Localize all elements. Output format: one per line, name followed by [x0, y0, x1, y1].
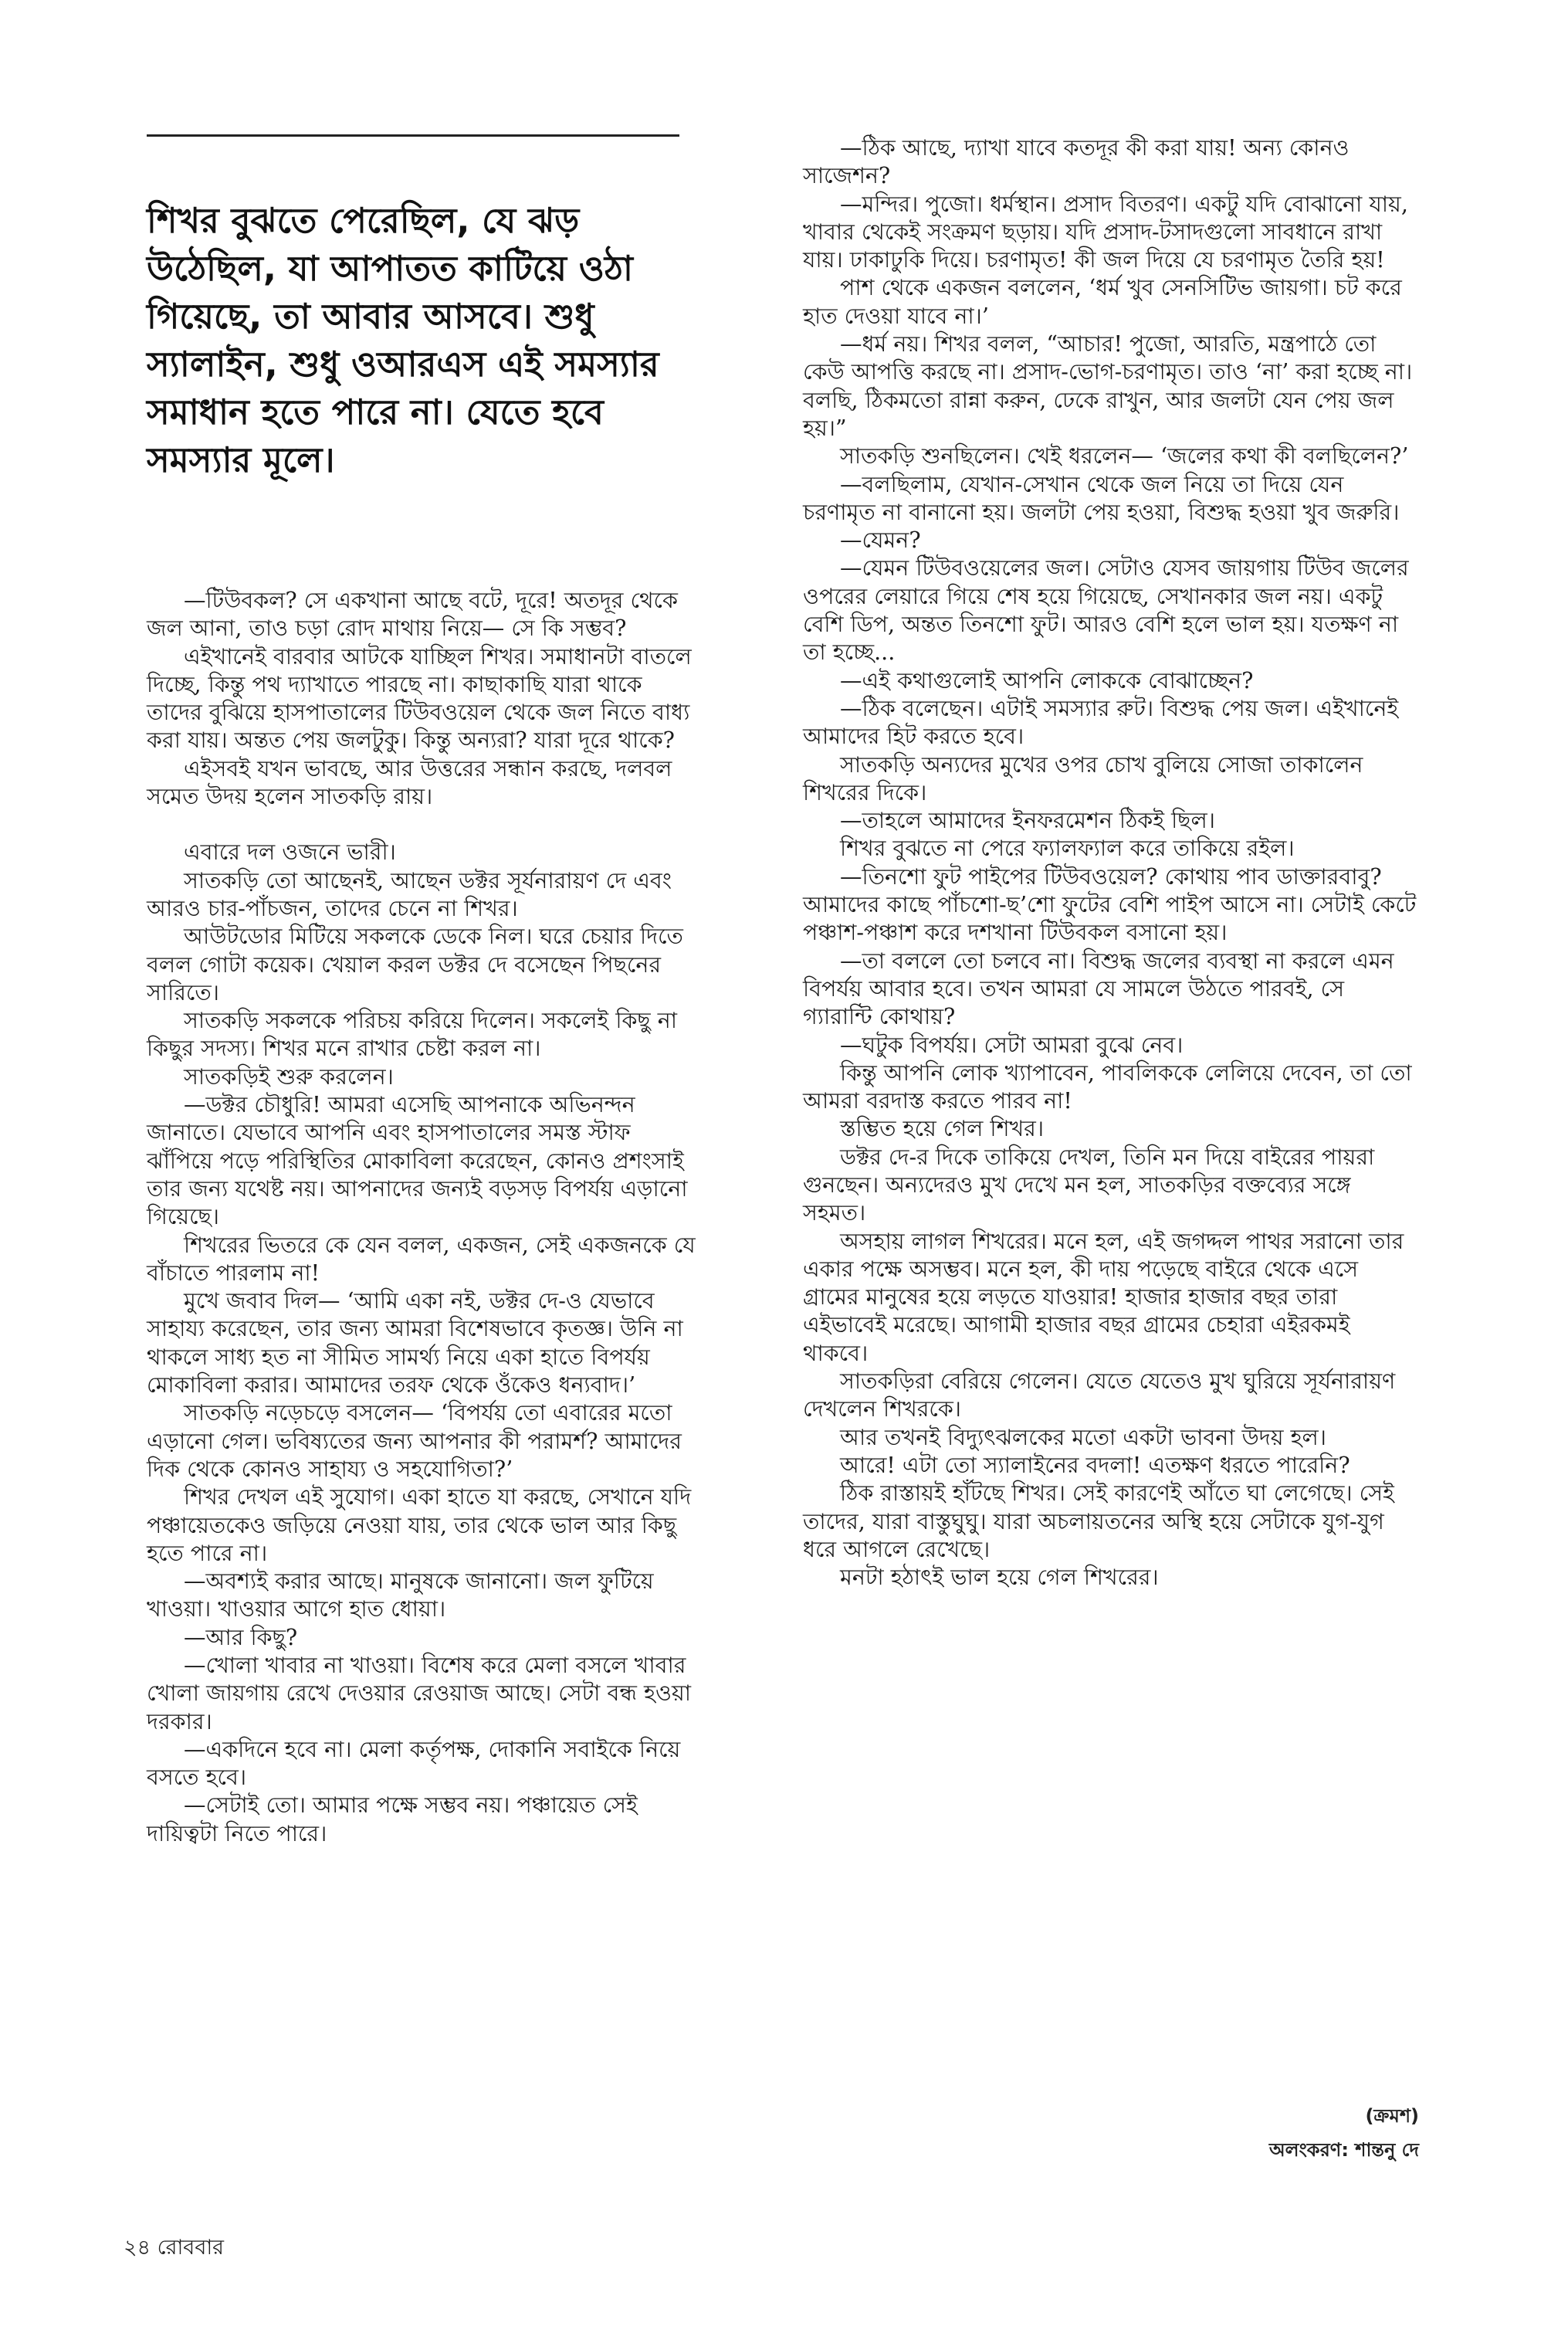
paragraph: এবারে দল ওজনে ভারী। [184, 839, 396, 866]
paragraph: —তাহলে আমাদের ইনফরমেশন ঠিকই ছিল। [840, 808, 1215, 834]
paragraph: ঠিক রাস্তায়ই হাঁটছে শিখর। সেই কারণেই আঁতে ঘা লেগেছে। সেই তাদের, যারা বাস্তুঘুঘু। যারা অচলায়তনের অস্থি হয়ে সেটাকে যুগ-যুগ ধরে আগলে রেখেছে। [803, 1480, 1394, 1562]
paragraph: সাতকড়িই শুরু করলেন। [184, 1063, 394, 1090]
paragraph: —একদিনে হবে না। মেলা কর্তৃপক্ষ, দোকানি সবাইকে নিয়ে বসতে হবে। [147, 1736, 681, 1791]
paragraph: —যেমন? [840, 527, 921, 554]
paragraph: সাতকড়ি তো আছেনই, আছেন ডক্টর সূর্যনারায়ণ দে এবং আরও চার-পাঁচজন, তাদের চেনে না শিখর। [147, 867, 672, 921]
paragraph: কিন্তু আপনি লোক খ্যাপাবেন, পাবলিককে লেলিয়ে দেবেন, তা তো আমরা বরদাস্ত করতে পারব না! [803, 1060, 1412, 1114]
paragraph: মুখে জবাব দিল— ‘আমি একা নই, ডক্টর দে-ও যেভাবে সাহায্য করেছেন, তার জন্য আমরা বিশেষভাবে কৃতজ্ঞ। উনি না থাকলে সাধ্য হত না সীমিত সামর্থ্য নিয়ে একা হাতে বিপর্যয় মোকাবিলা করার। আমাদের তরফ থেকে ওঁকেও ধন্যবাদ।’ [147, 1288, 683, 1399]
paragraph: —অবশ্যই করার আছে। মানুষকে জানানো। জল ফুটিয়ে খাওয়া। খাওয়ার আগে হাত ধোয়া। [147, 1568, 654, 1622]
paragraph: ডক্টর দে-র দিকে তাকিয়ে দেখল, তিনি মন দিয়ে বাইরের পায়রা গুনছেন। অন্যদেরও মুখ দেখে মন হল, সাতকড়ির বক্তব্যের সঙ্গে সহমত। [803, 1144, 1375, 1226]
paragraph: শিখর বুঝতে না পেরে ফ্যালফ্যাল করে তাকিয়ে রইল। [840, 836, 1295, 862]
paragraph: —আর কিছু? [184, 1624, 298, 1650]
right-column [803, 134, 1419, 1592]
byline [1269, 2099, 1419, 2167]
paragraph: সাতকড়ি অন্যদের মুখের ওপর চোখ বুলিয়ে সোজা তাকালেন শিখরের দিকে। [803, 751, 1363, 805]
paragraph: আরে! এটা তো স্যালাইনের বদলা! এতক্ষণ ধরতে পারেনি? [840, 1452, 1350, 1478]
paragraph: —সেটাই তো। আমার পক্ষে সম্ভব নয়। পঞ্চায়েত সেই দায়িত্বটা নিতে পারে। [147, 1792, 638, 1846]
paragraph: শিখরের ভিতরে কে যেন বলল, একজন, সেই একজনকে যে বাঁচাতে পারলাম না! [147, 1232, 696, 1286]
paragraph: স্তম্ভিত হয়ে গেল শিখর। [840, 1116, 1045, 1142]
paragraph: —এই কথাগুলোই আপনি লোককে বোঝাচ্ছেন? [840, 667, 1254, 693]
paragraph: পাশ থেকে একজন বললেন, ‘ধর্ম খুব সেনসিটিভ জায়গা। চট করে হাত দেওয়া যাবে না।’ [803, 275, 1402, 329]
paragraph: এইখানেই বারবার আটকে যাচ্ছিল শিখর। সমাধানটা বাতলে দিচ্ছে, কিন্তু পথ দ্যাখাতে পারছে না। কাছাকাছি যারা থাকে তাদের বুঝিয়ে হাসপাতালের টিউবওয়েল থেকে জল নিতে বাধ্য করা যায়। অন্তত পেয় জলটুকু। কিন্তু অন্যরা? যারা দূরে থাকে? [147, 643, 692, 754]
paragraph: সাতকড়ি সকলকে পরিচয় করিয়ে দিলেন। সকলেই কিছু না কিছুর সদস্য। শিখর মনে রাখার চেষ্টা করল না। [147, 1008, 678, 1062]
paragraph: এইসবই যখন ভাবছে, আর উত্তরের সন্ধান করছে, দলবল সমেত উদয় হলেন সাতকড়ি রায়। [147, 755, 672, 810]
continued-label: (ক্রমশ) [1365, 2105, 1419, 2127]
paragraph: —তিনশো ফুট পাইপের টিউবওয়েল? কোথায় পাব ডাক্তারবাবু? আমাদের কাছে পাঁচশো-ছ’শো ফুটের বেশি পাইপ আসে না। সেটাই কেটে পঞ্চাশ-পঞ্চাশ করে দশখানা টিউবকল বসানো হয়। [803, 863, 1417, 946]
paragraph: অসহায় লাগল শিখরের। মনে হল, এই জগদ্দল পাথর সরানো তার একার পক্ষে অসম্ভব। মনে হল, কী দায় পড়েছে বাইরে থেকে এসে গ্রামের মানুষের হয়ে লড়তে যাওয়ার! হাজার হাজার বছর তারা এইভাবেই মরেছে। আগামী হাজার বছর গ্রামের চেহারা এইরকমই থাকবে। [803, 1228, 1404, 1366]
top-rule [147, 134, 679, 137]
paragraph: আউটডোর মিটিয়ে সকলকে ডেকে নিল। ঘরে চেয়ার দিতে বলল গোটা কয়েক। খেয়াল করল ডক্টর দে বসেছেন পিছনের সারিতে। [147, 924, 683, 1005]
paragraph: —যেমন টিউবওয়েলের জল। সেটাও যেসব জায়গায় টিউব জলের ওপরের লেয়ারে গিয়ে শেষ হয়ে গিয়েছে, সেখানকার জল নয়। একটু বেশি ডিপ, অন্তত তিনশো ফুট। আরও বেশি হলে ভাল হয়। যতক্ষণ না তা হচ্ছে... [803, 555, 1409, 666]
paragraph: —ঠিক বলেছেন। এটাই সমস্যার রুট। বিশুদ্ধ পেয় জল। এইখানেই আমাদের হিট করতে হবে। [803, 695, 1399, 750]
paragraph: —টিউবকল? সে একখানা আছে বটে, দূরে! অতদূর থেকে জল আনা, তাও চড়া রোদ মাথায় নিয়ে— সে কি সম্ভব? [147, 588, 678, 642]
paragraph: —তা বললে তো চলবে না। বিশুদ্ধ জলের ব্যবস্থা না করলে এমন বিপর্যয় আবার হবে। তখন আমরা যে সামলে উঠতে পারবই, সে গ্যারান্টি কোথায়? [803, 948, 1394, 1030]
paragraph: সাতকড়ি শুনছিলেন। খেই ধরলেন— ‘জলের কথা কী বলছিলেন?’ [840, 443, 1409, 470]
paragraph: মনটা হঠাৎই ভাল হয়ে গেল শিখরের। [840, 1565, 1159, 1591]
paragraph: —ঠিক আছে, দ্যাখা যাবে কতদূর কী করা যায়! অন্য কোনও সাজেশন? [803, 135, 1350, 189]
paragraph: —খোলা খাবার না খাওয়া। বিশেষ করে মেলা বসলে খাবার খোলা জায়গায় রেখে দেওয়ার রেওয়াজ আছে। সেটা বন্ধ হওয়া দরকার। [147, 1652, 691, 1734]
paragraph: —মন্দির। পুজো। ধর্মস্থান। প্রসাদ বিতরণ। একটু যদি বোঝানো যায়, খাবার থেকেই সংক্রমণ ছড়ায়। যদি প্রসাদ-টসাদগুলো সাবধানে রাখা যায়। ঢাকাঢুকি দিয়ে। চরণামৃত! কী জল দিয়ে যে চরণামৃত তৈরি হয়! [803, 191, 1408, 273]
paragraph: —ঘটুক বিপর্যয়। সেটা আমরা বুঝে নেব। [840, 1032, 1184, 1058]
pull-quote: শিখর বুঝতে পেরেছিল, যে ঝড় উঠেছিল, যা আপাতত কাটিয়ে ওঠা গিয়েছে, তা আবার আসবে। শুধু স্যালাইন, শুধু ওআরএস এই সমস্যার সমাধান হতে পারে না। যেতে হবে সমস্যার মূলে। [147, 200, 659, 480]
page-folio: ২৪ রোববার [124, 2236, 225, 2260]
illustration-credit: অলংকরণ: শান্তনু দে [1268, 2139, 1419, 2161]
paragraph: সাতকড়িরা বেরিয়ে গেলেন। যেতে যেতেও মুখ ঘুরিয়ে সূর্যনারায়ণ দেখলেন শিখরকে। [803, 1368, 1396, 1422]
paragraph: সাতকড়ি নড়েচড়ে বসলেন— ‘বিপর্যয় তো এবারের মতো এড়ানো গেল। ভবিষ্যতের জন্য আপনার কী পরামর্শ? আমাদের দিক থেকে কোনও সাহায্য ও সহযোগিতা?’ [147, 1400, 682, 1482]
paragraph: —বলছিলাম, যেখান-সেখান থেকে জল নিয়ে তা দিয়ে যেন চরণামৃত না বানানো হয়। জলটা পেয় হওয়া, বিশুদ্ধ হওয়া খুব জরুরি। [803, 471, 1400, 525]
paragraph: —ডক্টর চৌধুরি! আমরা এসেছি আপনাকে অভিনন্দন জানাতে। যেভাবে আপনি এবং হাসপাতালের সমস্ত স্টাফ ঝাঁপিয়ে পড়ে পরিস্থিতির মোকাবিলা করেছেন, কোনও প্রশংসাই তার জন্য যথেষ্ট নয়। আপনাদের জন্যই বড়সড় বিপর্যয় এড়ানো গিয়েছে। [147, 1092, 688, 1230]
paragraph: —ধর্ম নয়। শিখর বলল, “আচার! পুজো, আরতি, মন্ত্রপাঠে তো কেউ আপত্তি করছে না। প্রসাদ-ভোগ-চরণামৃত। তাও ‘না’ করা হচ্ছে না। বলছি, ঠিকমতো রান্না করুন, ঢেকে রাখুন, আর জলটা যেন পেয় জল হয়।” [803, 331, 1413, 441]
paragraph: আর তখনই বিদ্যুৎঝলকের মতো একটা ভাবনা উদয় হল। [840, 1424, 1326, 1450]
left-column [147, 587, 703, 1848]
paragraph: শিখর দেখল এই সুযোগ। একা হাতে যা করছে, সেখানে যদি পঞ্চায়েতকেও জড়িয়ে নেওয়া যায়, তার থেকে ভাল আর কিছু হতে পারে না। [147, 1484, 692, 1566]
